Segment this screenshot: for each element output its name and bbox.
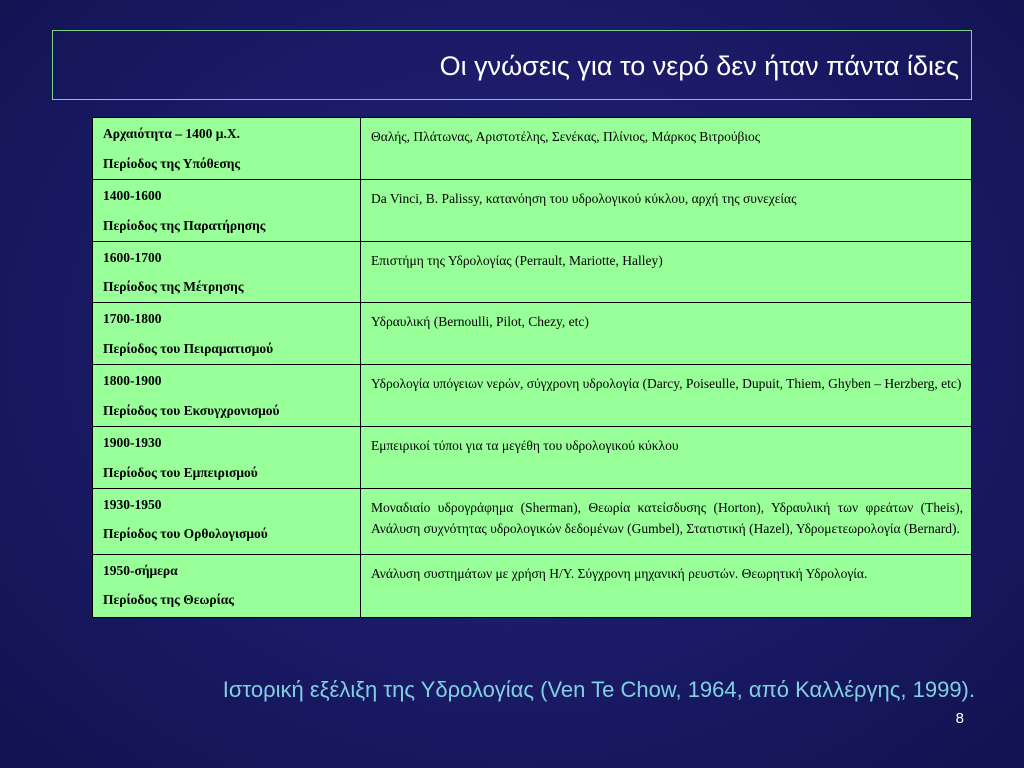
description-cell: Υδρολογία υπόγειων νερών, σύγχρονη υδρολογία (Darcy, Poiseulle, Dupuit, Thiem, Ghyben – Herzberg, etc) (361, 365, 972, 427)
description-cell: Μοναδιαίο υδρογράφημα (Sherman), Θεωρία κατείσδυσης (Horton), Υδραυλική των φρεάτων (Theis), Ανάλυση συχνότητας υδρολογικών δεδομένων (Gumbel), Στατιστική (Hazel), Υδρομετεωρολογία (Bernard). (361, 488, 972, 554)
period-label: Περίοδος της Μέτρησης (103, 279, 244, 295)
description-cell: Επιστήμη της Υδρολογίας (Perrault, Mariotte, Halley) (361, 241, 972, 303)
history-table (92, 117, 972, 618)
period-label: Περίοδος του Εμπειρισμού (103, 464, 258, 480)
table-row (93, 179, 972, 241)
title-box (52, 30, 972, 100)
description-cell: Ανάλυση συστημάτων με χρήση Η/Υ. Σύγχρονη μηχανική ρευστών. Θεωρητική Υδρολογία. (361, 554, 972, 617)
period-cell (93, 554, 361, 617)
page-number: 8 (955, 710, 964, 727)
table-row (93, 365, 972, 427)
table-row (93, 554, 972, 617)
period-cell (93, 303, 361, 365)
years-label: 1900-1930 (103, 434, 162, 450)
table-row (93, 488, 972, 554)
period-label: Περίοδος της Θεωρίας (103, 592, 234, 608)
table-row (93, 118, 972, 180)
period-label: Περίοδος του Πειραματισμού (103, 341, 274, 357)
description-cell: Υδραυλική (Bernoulli, Pilot, Chezy, etc) (361, 303, 972, 365)
years-label: 1800-1900 (103, 373, 162, 388)
description-cell: Da Vinci, B. Palissy, κατανόηση του υδρολογικού κύκλου, αρχή της συνεχείας (361, 179, 972, 241)
slide-title: Οι γνώσεις για το νερό δεν ήταν πάντα ίδιες (439, 51, 959, 81)
period-cell (93, 118, 361, 180)
years-label: 1930-1950 (103, 496, 162, 512)
years-label: 1400-1600 (103, 187, 162, 203)
period-cell (93, 365, 361, 427)
years-label: 1600-1700 (103, 249, 162, 265)
description-cell: Θαλής, Πλάτωνας, Αριστοτέλης, Σενέκας, Πλίνιος, Μάρκος Βιτρούβιος (361, 118, 972, 180)
table-row (93, 426, 972, 488)
caption: Ιστορική εξέλιξη της Υδρολογίας (Ven Te Chow, 1964, από Καλλέργης, 1999). (222, 677, 975, 702)
period-cell (93, 179, 361, 241)
period-label: Περίοδος του Εκσυγχρονισμού (103, 402, 280, 418)
years-label: Αρχαιότητα – 1400 μ.Χ. (103, 126, 240, 141)
period-label: Περίοδος της Παρατήρησης (103, 217, 266, 233)
years-label: 1700-1800 (103, 311, 162, 327)
table-row (93, 303, 972, 365)
table-row (93, 241, 972, 303)
period-label: Περίοδος της Υπόθεσης (103, 155, 241, 171)
period-cell (93, 426, 361, 488)
period-label: Περίοδος του Ορθολογισμού (103, 526, 268, 542)
description-cell: Εμπειρικοί τύποι για τα μεγέθη του υδρολογικού κύκλου (361, 426, 972, 488)
period-cell (93, 241, 361, 303)
period-cell (93, 488, 361, 554)
years-label: 1950-σήμερα (103, 562, 178, 578)
